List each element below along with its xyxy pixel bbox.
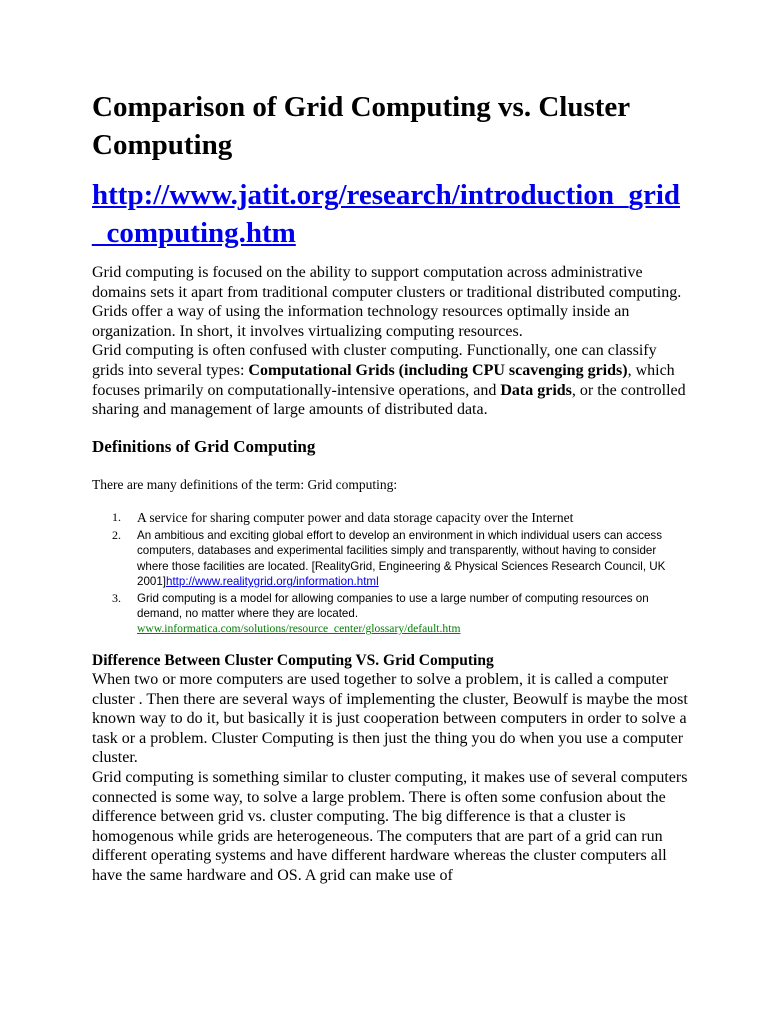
source-url-link[interactable]: http://www.jatit.org/research/introduction_grid_computing.htm [92,179,681,249]
intro-sentence-2-mid: , which focuses primarily on computationally-intensive operations, and [92,361,675,399]
intro-paragraph [92,263,692,420]
intro-sentence-1: Grid computing is focused on the ability to support computation across administrative domains sets it apart from traditional computer clusters or traditional distributed computing. Grids offer a way of using the information technology resources optimally inside an organization. In short, it involves virtualizing computing resources. [92,264,682,340]
list-item-text: Grid computing is a model for allowing companies to use a large number of computing resources on demand, no matter where they are located. [137,591,649,621]
data-grids-term: Data grids [500,381,572,399]
list-item [92,509,682,526]
list-item [92,528,682,590]
list-number: 2. [112,528,121,542]
computational-grids-term: Computational Grids (including CPU scavenging grids) [248,361,628,379]
list-number: 1. [112,510,121,524]
realitygrid-link[interactable]: http://www.realitygrid.org/information.html [166,575,379,589]
definitions-heading: Definitions of Grid Computing [92,437,316,456]
difference-heading: Difference Between Cluster Computing VS. Grid Computing [92,652,494,669]
grid-paragraph: Grid computing is something similar to cluster computing, it makes use of several computers connected is some way, to solve a large problem. There is often some confusion about the difference between grid vs. cluster computing. The big difference is that a cluster is homogenous while grids are heterogeneous. The computers that are part of a grid can run different operating systems and have different hardware whereas the cluster computers all have the same hardware and OS. A grid can make use of [92,768,688,884]
intro-sentence-2-pre: Grid computing is often confused with cluster computing. Functionally, one can classify grids into several types: [92,342,657,379]
definitions-intro: There are many definitions of the term: Grid computing: [92,477,398,492]
list-item [92,591,682,637]
list-number: 3. [112,590,121,605]
list-item-text: An ambitious and exciting global effort to develop an environment in which individual users can access computers, databases and experimental facilities simply and transparently, without having to consider where those facilities are located. [RealityGrid, Engineering & Physical Sciences Research Council, UK 2001] [137,529,666,589]
intro-sentence-2-post: , or the controlled sharing and management of large amounts of distributed data. [92,381,686,419]
informatica-link[interactable]: www.informatica.com/solutions/resource_center/glossary/default.htm [137,622,461,636]
cluster-paragraph: When two or more computers are used together to solve a problem, it is called a computer cluster . Then there are several ways of implementing the cluster, Beowulf is maybe the most known way to do it, but basically it is just cooperation between computers in order to solve a task or a problem. Cluster Computing is then just the thing you do when you use a computer cluster. [92,671,688,767]
page-title: Comparison of Grid Computing vs. Cluster Computing [92,91,630,161]
list-item-text: A service for sharing computer power and data storage capacity over the Internet [137,510,574,525]
difference-paragraph [92,670,692,886]
definitions-list [92,509,682,638]
